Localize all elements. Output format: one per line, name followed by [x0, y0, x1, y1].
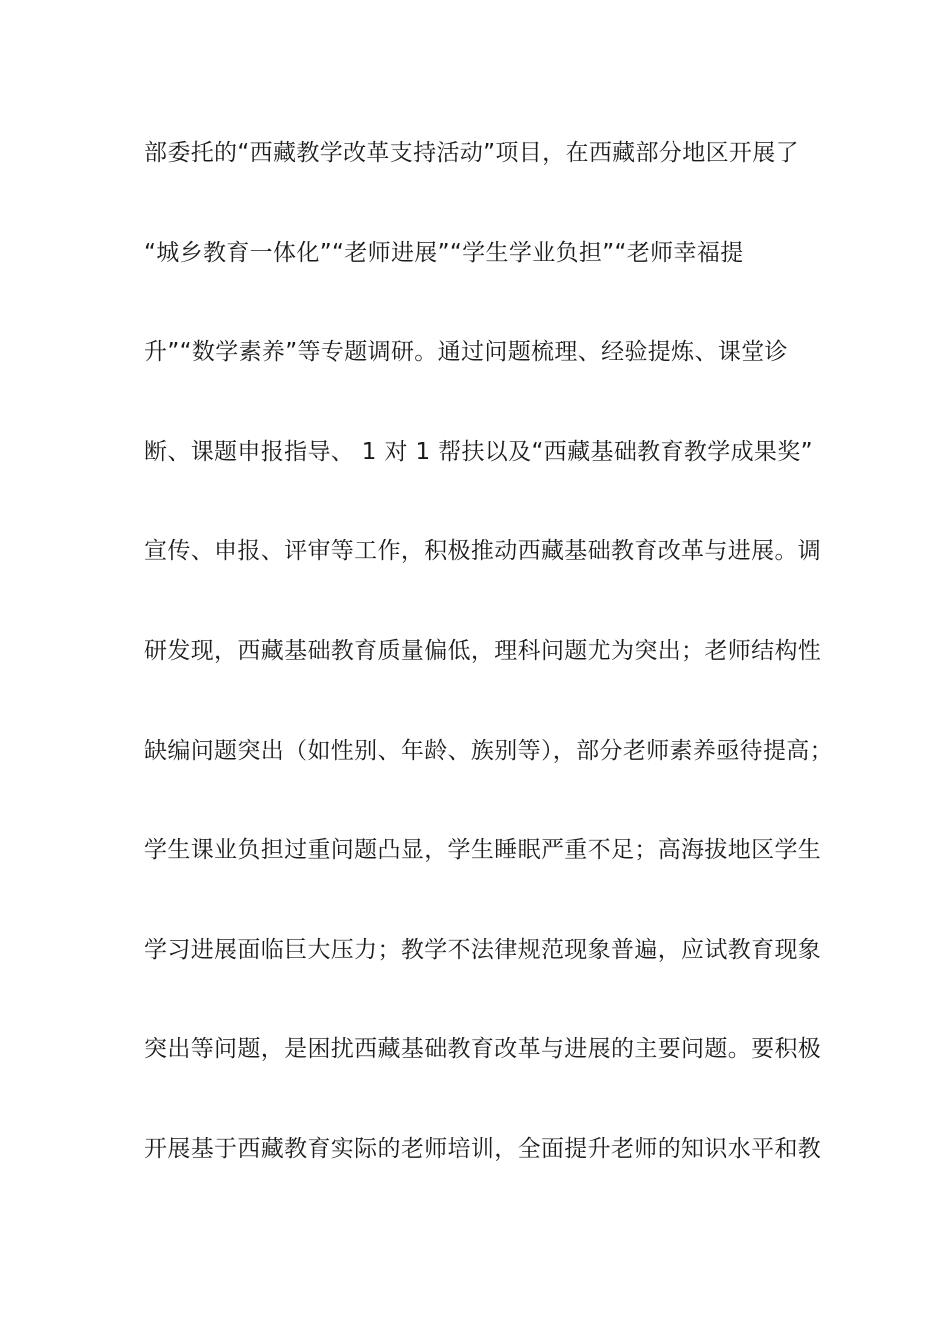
text-line: “城乡教育一体化”“老师进展”“学生学业负担”“老师幸福提: [144, 239, 744, 266]
text-line: 升”“数学素养”等专题调研。通过问题梳理、经验提炼、课堂诊: [144, 339, 788, 366]
text-line: 研发现，西藏基础教育质量偏低，理科问题尤为突出；老师结构性: [144, 637, 822, 664]
text-line: 部委托的“西藏教学改革支持活动”项目，在西藏部分地区开展了: [144, 140, 799, 166]
body-text: [144, 128, 833, 1224]
text-line: 学生课业负担过重问题凸显，学生睡眠严重不足；高海拔地区学生: [144, 837, 822, 864]
text-line: 宣传、申报、评审等工作，积极推动西藏基础教育改革与进展。调: [144, 538, 822, 565]
text-line: 突出等问题，是困扰西藏基础教育改革与进展的主要问题。要积极: [144, 1036, 822, 1063]
text-line: 断、课题申报指导、 1 对 1 帮扶以及“西藏基础教育教学成果奖”: [144, 438, 813, 465]
text-line: 学习进展面临巨大压力；教学不法律规范现象普遍，应试教育现象: [144, 936, 822, 963]
text-line: 缺编问题突出（如性别、年龄、族别等），部分老师素养亟待提高；: [144, 737, 833, 764]
text-line: 开展基于西藏教育实际的老师培训，全面提升老师的知识水平和教: [144, 1135, 822, 1162]
